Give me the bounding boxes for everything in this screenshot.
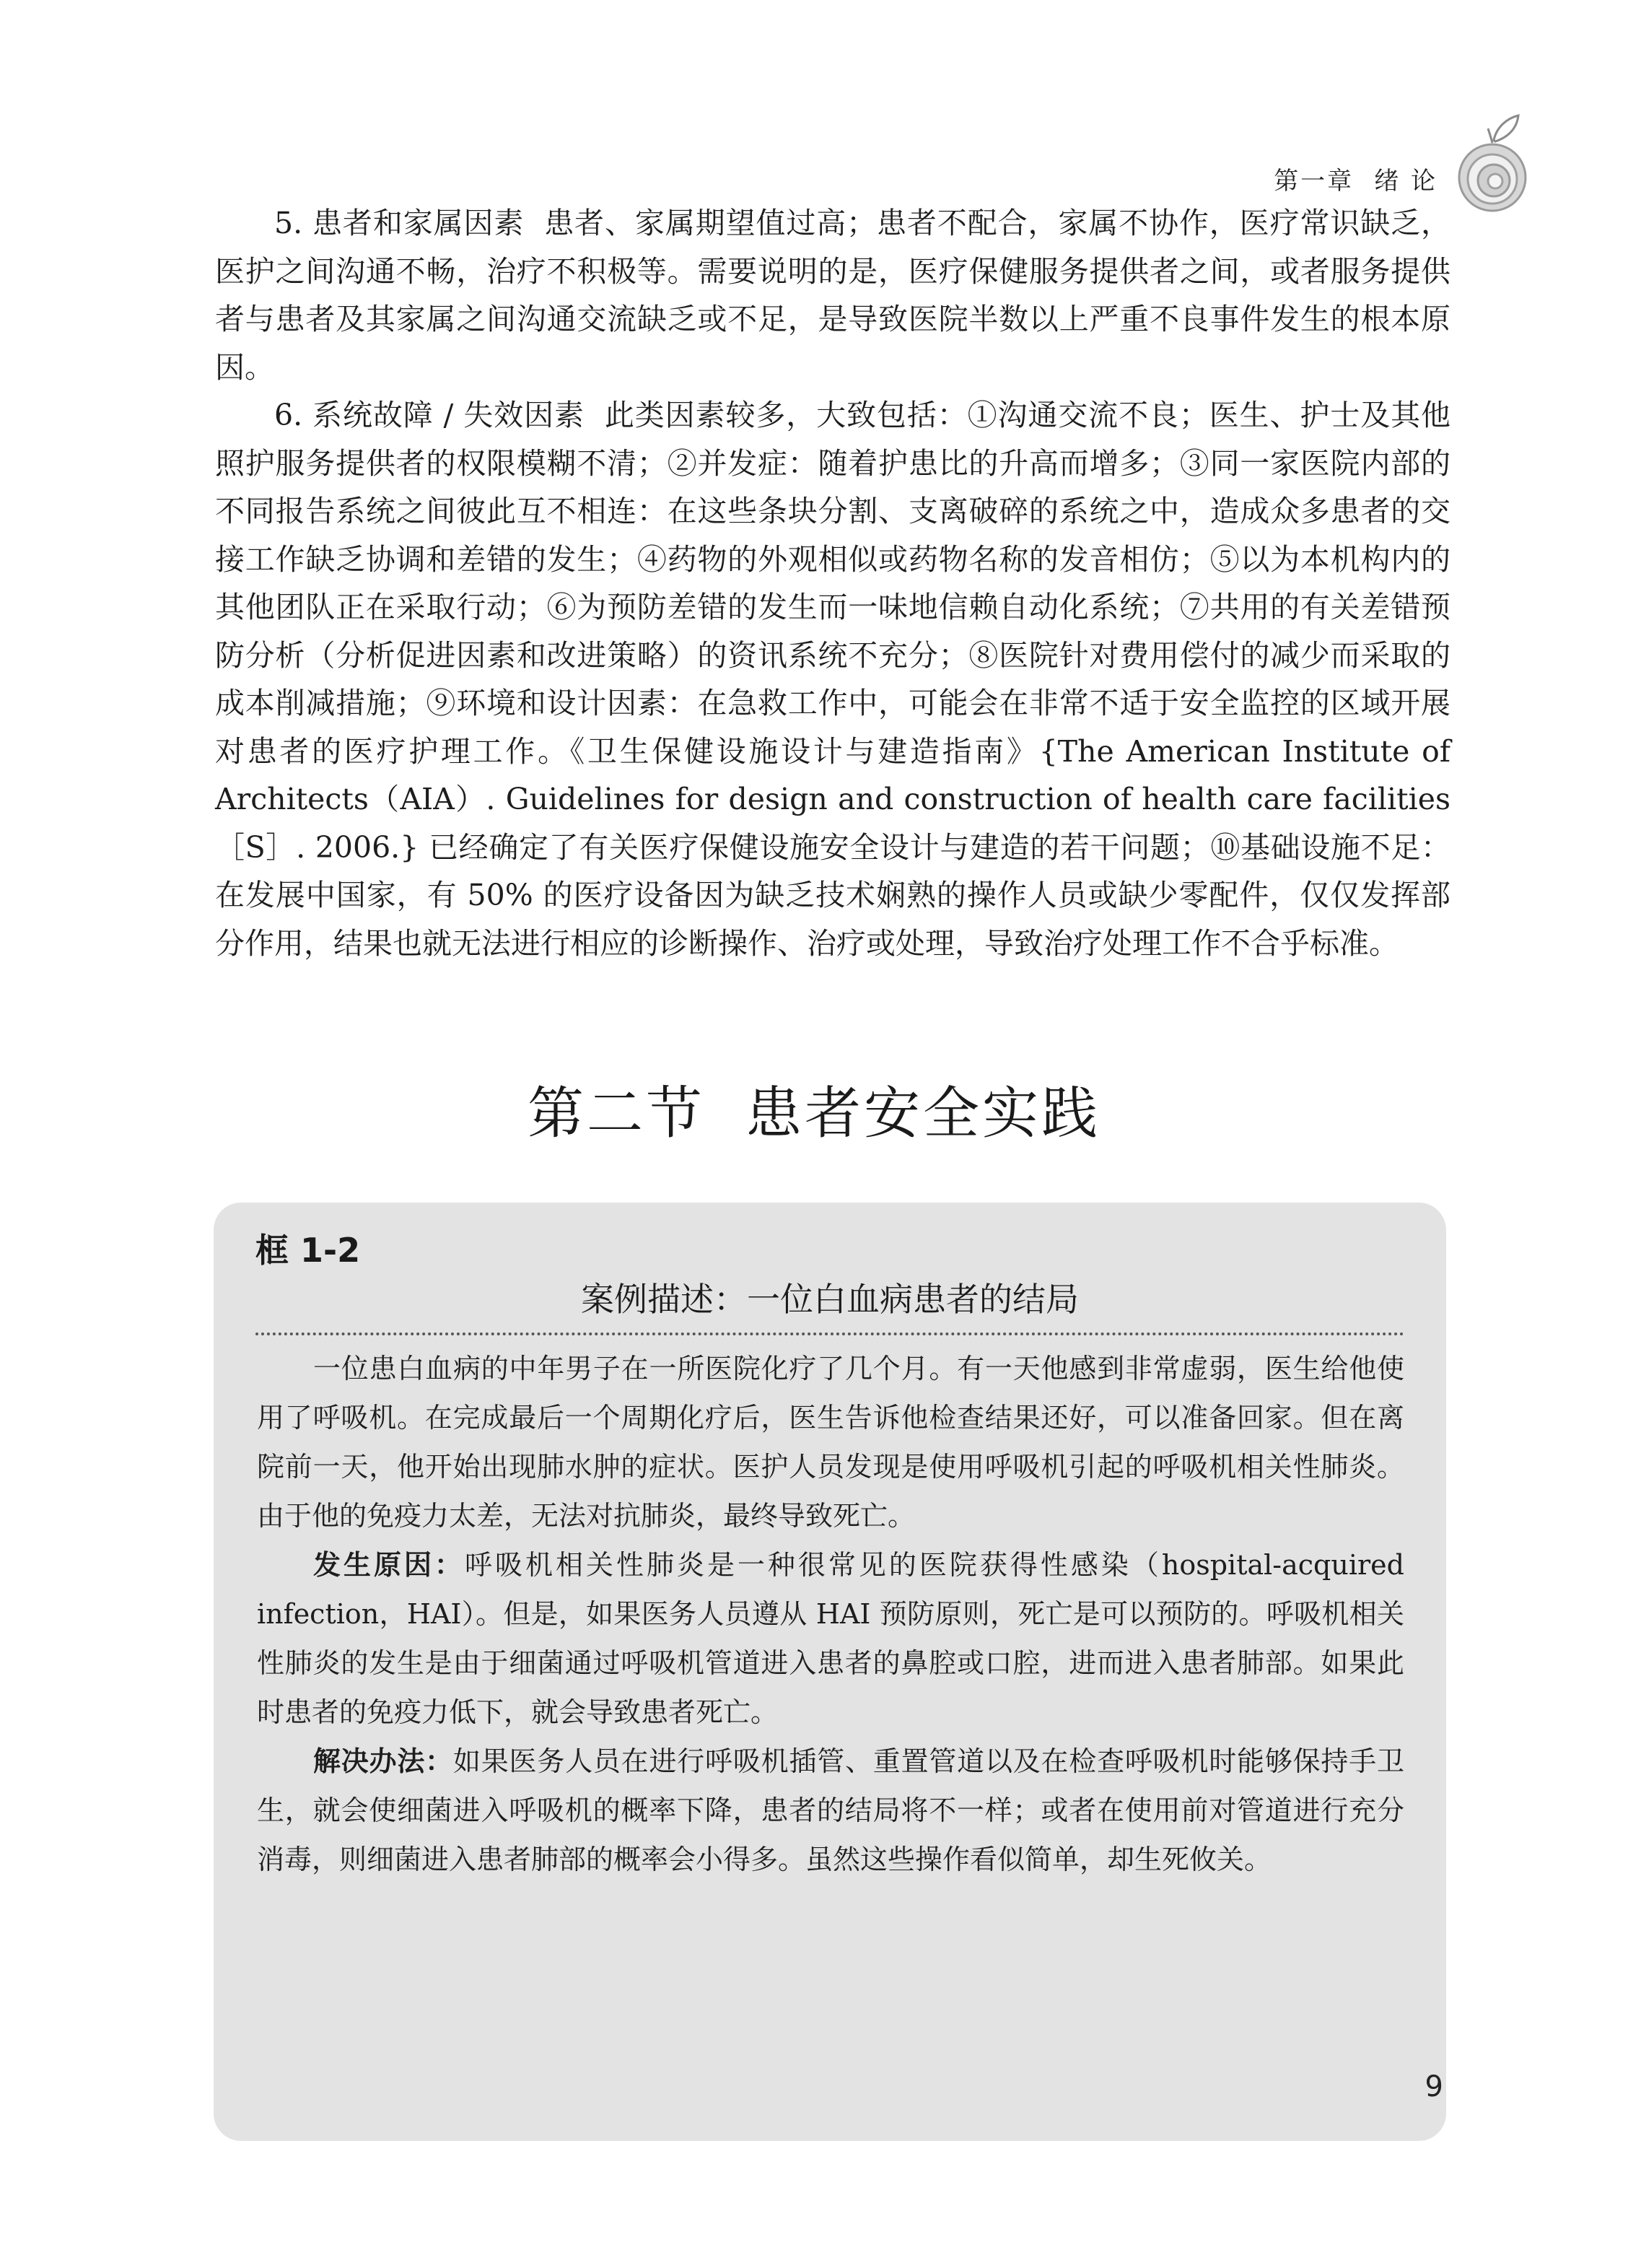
paragraph-text: 此类因素较多，大致包括：①沟通交流不良；医生、护士及其他照护服务提供者的权限模糊不清；②并发症：随着护患比的升高而增多；③同一家医院内部的不同报告系统之间彼此互不相连：在这些条块分割、支离破碎的系统之中，造成众多患者的交接工作缺乏协调和差错的发生；④药物的外观相似或药物名称的发音相仿；⑤以为本机构内的其他团队正在采取行动；⑥为预防差错的发生而一味地信赖自动化系统；⑦共用的有关差错预防分析（分析促进因素和改进策略）的资讯系统不充分；⑧医院针对费用偿付的减少而采取的成本削减措施；⑨环境和设计因素：在急救工作中，可能会在非常不适于安全监控的区域开展对患者的医疗护理工作。《卫生保健设施设计与建造指南》{The American Institute of Architects（AIA）. Guidelines for design and construction of health care facilities［S］. 2006.} 已经确定了有关医疗保健设施安全设计与建造的若干问题；⑩基础设施不足：在发展中国家，有 50% 的医疗设备因为缺乏技术娴熟的操作人员或缺少零配件，仅仅发挥部分作用，结果也就无法进行相应的诊断操作、治疗或处理，导致治疗处理工作不合乎标准。 — [215, 398, 1451, 961]
case-description: 一位患白血病的中年男子在一所医院化疗了几个月。有一天他感到非常虚弱，医生给他使用了呼吸机。在完成最后一个周期化疗后，医生告诉他检查结果还好，可以准备回家。但在离院前一天，他开始出现肺水肿的症状。医护人员发现是使用呼吸机引起的呼吸机相关性肺炎。由于他的免疫力太差，无法对抗肺炎，最终导致死亡。 — [257, 1353, 1404, 1532]
case-box — [214, 1203, 1446, 2141]
solution-label: 解决办法： — [313, 1745, 453, 1777]
section-title — [0, 1068, 1628, 1149]
chapter-header — [1274, 161, 1437, 196]
paragraph-patient-family-factors — [215, 199, 1450, 391]
chapter-title: 绪 论 — [1374, 166, 1437, 196]
spiral-fruit-logo-icon — [1456, 108, 1528, 217]
dotted-divider — [255, 1333, 1404, 1335]
solution-paragraph — [257, 1737, 1404, 1884]
section-name: 患者安全实践 — [745, 1081, 1101, 1146]
cause-paragraph — [257, 1540, 1404, 1737]
box-label: 框 1-2 — [255, 1231, 361, 1270]
box-title: 案例描述：一位白血病患者的结局 — [581, 1280, 1079, 1319]
paragraph-system-failure-factors — [215, 391, 1450, 967]
paragraph-text: 患者、家属期望值过高；患者不配合，家属不协作，医疗常识缺乏，医护之间沟通不畅，治疗不积极等。需要说明的是，医疗保健服务提供者之间，或者服务提供者与患者及其家属之间沟通交流缺乏或不足，是导致医院半数以上严重不良事件发生的根本原因。 — [215, 206, 1451, 385]
cause-text: 呼吸机相关性肺炎是一种很常见的医院获得性感染（hospital-acquired infection，HAI）。但是，如果医务人员遵从 HAI 预防原则，死亡是可以预防的。呼吸机相关性肺炎的发生是由于细菌通过呼吸机管道进入患者的鼻腔或口腔，进而进入患者肺部。如果此时患者的免疫力低下，就会导致患者死亡。 — [257, 1549, 1404, 1728]
solution-text: 如果医务人员在进行呼吸机插管、重置管道以及在检查呼吸机时能够保持手卫生，就会使细菌进入呼吸机的概率下降，患者的结局将不一样；或者在使用前对管道进行充分消毒，则细菌进入患者肺部的概率会小得多。虽然这些操作看似简单，却生死攸关。 — [257, 1745, 1404, 1875]
paragraph-heading: 5. 患者和家属因素 — [274, 206, 525, 240]
body-text — [215, 199, 1450, 967]
paragraph-heading: 6. 系统故障 / 失效因素 — [274, 398, 585, 432]
page-number: 9 — [1424, 2070, 1443, 2103]
cause-label: 发生原因： — [313, 1549, 465, 1581]
chapter-number: 第一章 — [1274, 166, 1355, 196]
box-body — [257, 1344, 1404, 1884]
section-number: 第二节 — [527, 1081, 705, 1146]
